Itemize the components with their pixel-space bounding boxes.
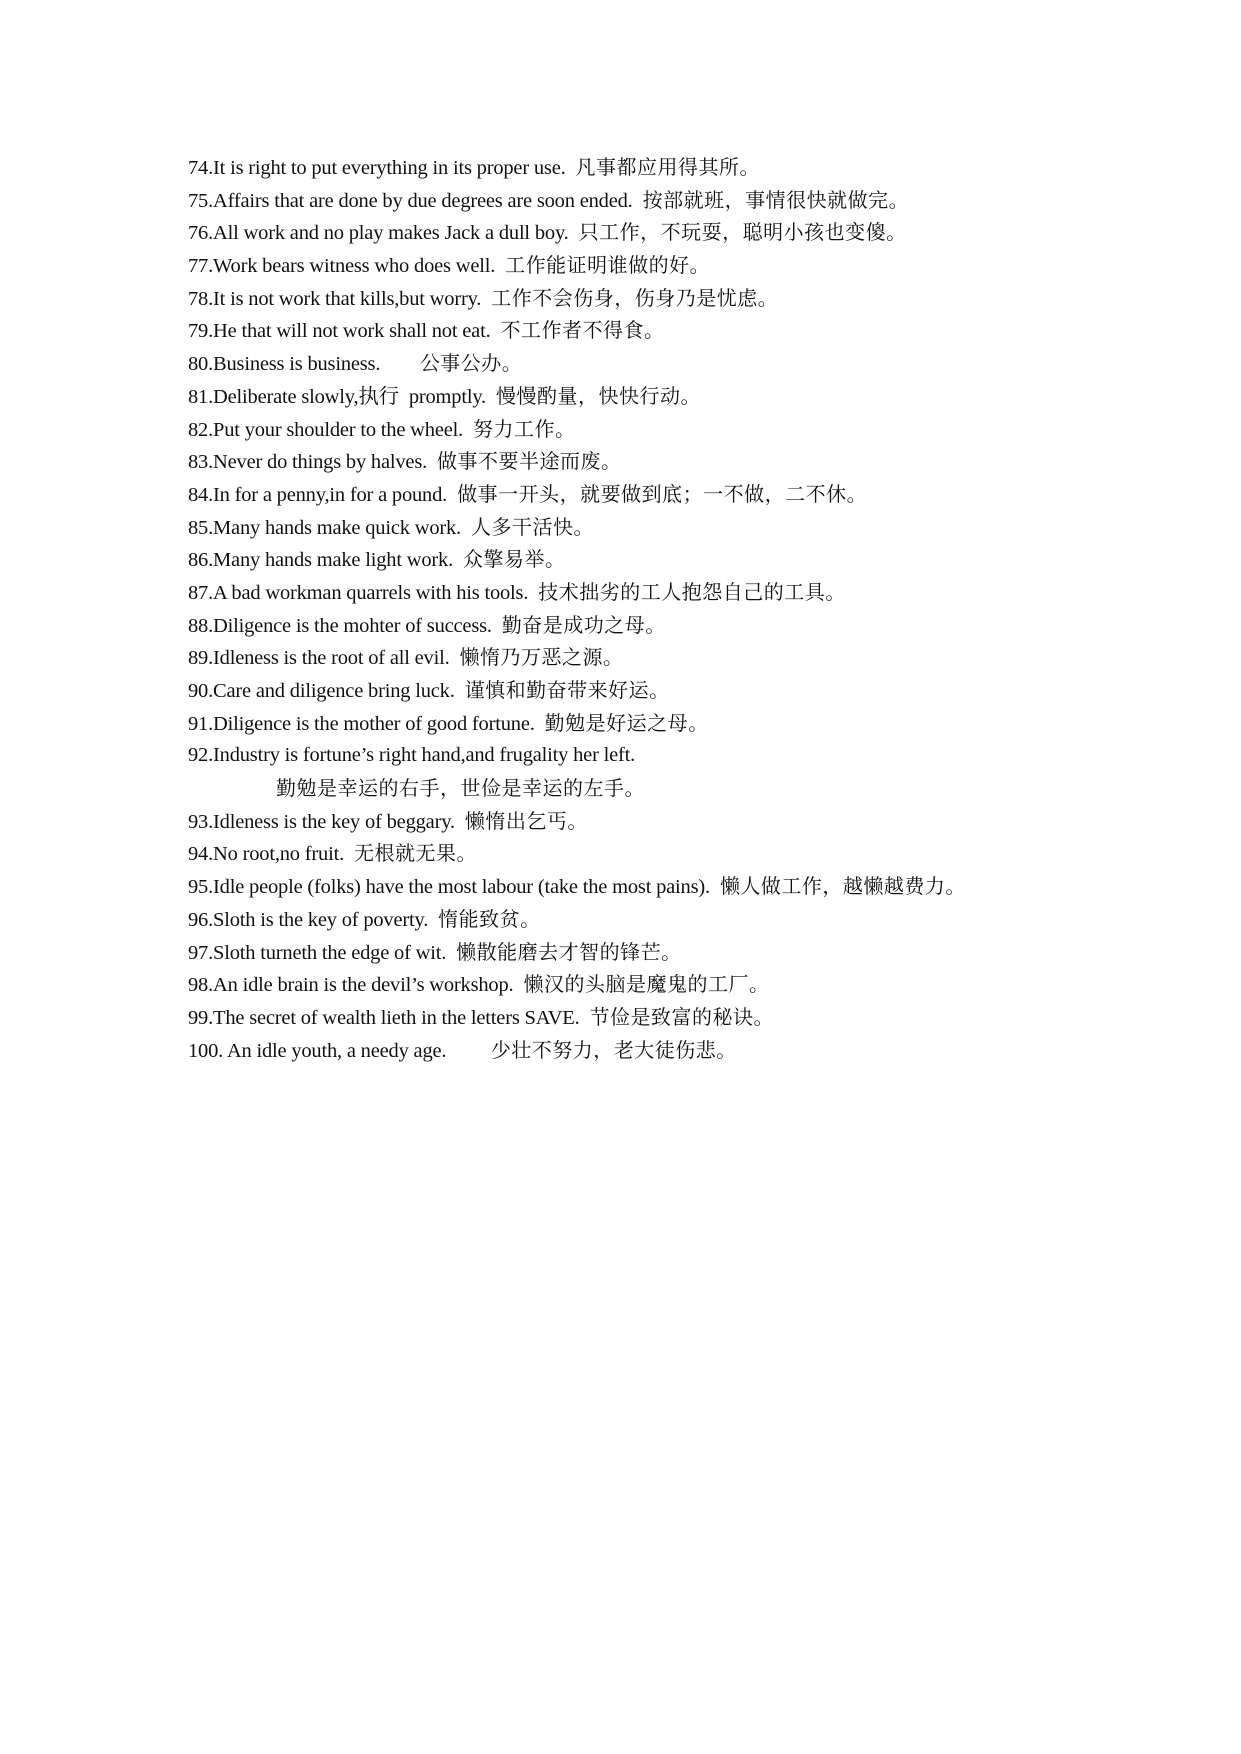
proverb-english: 98.An idle brain is the devil’s workshop. — [188, 974, 514, 997]
proverb-chinese: 懒惰出乞丐。 — [464, 808, 588, 833]
proverb-english: 76.All work and no play makes Jack a dull boy. — [188, 222, 569, 245]
proverb-english: 97.Sloth turneth the edge of wit. — [188, 941, 447, 964]
proverb-chinese: 慢慢酌量，快快行动。 — [496, 383, 701, 408]
proverb-line — [188, 314, 1188, 347]
proverb-english: 86.Many hands make light work. — [188, 549, 454, 572]
proverb-chinese: 人多干活快。 — [470, 514, 594, 539]
proverb-chinese: 勤勉是好运之母。 — [544, 710, 709, 735]
proverb-chinese: 努力工作。 — [473, 416, 576, 441]
proverb-line — [188, 478, 1188, 511]
proverb-chinese: 众擎易举。 — [463, 547, 566, 572]
proverb-line — [188, 870, 1188, 903]
proverb-english: 93.Idleness is the key of beggary. — [188, 810, 455, 833]
proverb-english: 94.No root,no fruit. — [188, 843, 344, 866]
proverb-line — [188, 347, 1188, 380]
proverb-chinese: 不工作者不得食。 — [500, 318, 665, 343]
proverb-chinese: 做事一开头，就要做到底；一不做，二不休。 — [457, 481, 868, 506]
proverb-english: 75.Affairs that are done by due degrees are soon ended. — [188, 189, 633, 212]
proverb-line — [188, 1001, 1188, 1034]
proverb-translation-continuation — [188, 772, 1188, 805]
proverb-line — [188, 184, 1188, 217]
proverb-line — [188, 739, 1188, 772]
proverb-english: 81.Deliberate slowly,执行 promptly. — [188, 385, 486, 408]
proverb-line — [188, 903, 1188, 936]
proverb-chinese: 懒惰乃万恶之源。 — [459, 645, 624, 670]
proverb-line — [188, 805, 1188, 838]
proverb-english: 92.Industry is fortune’s right hand,and frugality her left. — [188, 744, 636, 767]
proverb-english: 79.He that will not work shall not eat. — [188, 320, 491, 343]
proverb-chinese: 勤奋是成功之母。 — [501, 612, 666, 637]
proverb-english: 95.Idle people (folks) have the most labour (take the most pains). — [188, 876, 710, 899]
proverb-english: 80.Business is business. — [188, 353, 410, 376]
proverb-english: 84.In for a penny,in for a pound. — [188, 483, 448, 506]
proverb-line — [188, 641, 1188, 674]
proverb-english: 91.Diligence is the mother of good fortune. — [188, 712, 535, 735]
proverb-english: 78.It is not work that kills,but worry. — [188, 287, 482, 310]
proverb-chinese: 工作能证明谁做的好。 — [505, 253, 711, 278]
proverb-english: 87.A bad workman quarrels with his tools. — [188, 581, 529, 604]
proverb-chinese: 懒人做工作，越懒越费力。 — [719, 874, 966, 899]
proverb-chinese: 无根就无果。 — [354, 841, 477, 866]
proverb-line — [188, 216, 1188, 249]
proverb-line — [188, 968, 1188, 1001]
proverb-line — [188, 837, 1188, 870]
proverb-line — [188, 511, 1188, 544]
proverb-english: 99.The secret of wealth lieth in the letters SAVE. — [188, 1006, 580, 1029]
proverb-line — [188, 249, 1188, 282]
proverb-chinese: 节俭是致富的秘诀。 — [589, 1004, 775, 1029]
proverb-chinese: 惰能致贫。 — [438, 906, 541, 931]
proverb-line — [188, 282, 1188, 315]
proverb-line — [188, 936, 1188, 969]
proverb-line — [188, 543, 1188, 576]
proverb-english: 82.Put your shoulder to the wheel. — [188, 418, 464, 441]
proverb-chinese: 工作不会伤身，伤身乃是忧虑。 — [491, 285, 779, 310]
proverb-list — [188, 151, 1188, 1066]
proverb-line — [188, 707, 1188, 740]
proverb-chinese: 谨慎和勤奋带来好运。 — [464, 678, 670, 702]
proverb-line — [188, 151, 1188, 184]
proverb-line — [188, 380, 1188, 413]
proverb-chinese: 做事不要半途而废。 — [437, 449, 622, 474]
proverb-chinese: 按部就班，事情很快就做完。 — [642, 187, 910, 212]
proverb-line — [188, 674, 1188, 707]
proverb-chinese: 懒汉的头脑是魔鬼的工厂。 — [523, 972, 770, 997]
proverb-english: 100. An idle youth, a needy age. — [188, 1039, 481, 1062]
proverb-chinese: 少壮不努力，老大徒伤悲。 — [490, 1037, 737, 1062]
proverb-english: 74.It is right to put everything in its proper use. — [188, 157, 566, 179]
proverb-chinese: 公事公办。 — [419, 351, 523, 376]
proverb-english: 88.Diligence is the mohter of success. — [188, 614, 492, 637]
proverb-line — [188, 413, 1188, 446]
proverb-english: 77.Work bears witness who does well. — [188, 255, 496, 278]
proverb-english: 96.Sloth is the key of poverty. — [188, 908, 429, 931]
proverb-line — [188, 445, 1188, 478]
proverb-english: 90.Care and diligence bring luck. — [188, 680, 455, 702]
proverb-chinese: 技术拙劣的工人抱怨自己的工具。 — [538, 579, 846, 604]
proverb-chinese: 只工作，不玩耍，聪明小孩也变傻。 — [578, 220, 907, 245]
proverb-english: 89.Idleness is the root of all evil. — [188, 647, 450, 670]
proverb-chinese: 勤勉是幸运的右手，世俭是幸运的左手。 — [276, 776, 645, 801]
proverb-english: 83.Never do things by halves. — [188, 451, 428, 474]
proverb-chinese: 凡事都应用得其所。 — [575, 155, 761, 179]
proverb-line — [188, 1034, 1188, 1067]
proverb-line — [188, 576, 1188, 609]
proverb-chinese: 懒散能磨去才智的锋芒。 — [456, 939, 682, 964]
proverb-line — [188, 609, 1188, 642]
proverb-english: 85.Many hands make quick work. — [188, 516, 461, 539]
